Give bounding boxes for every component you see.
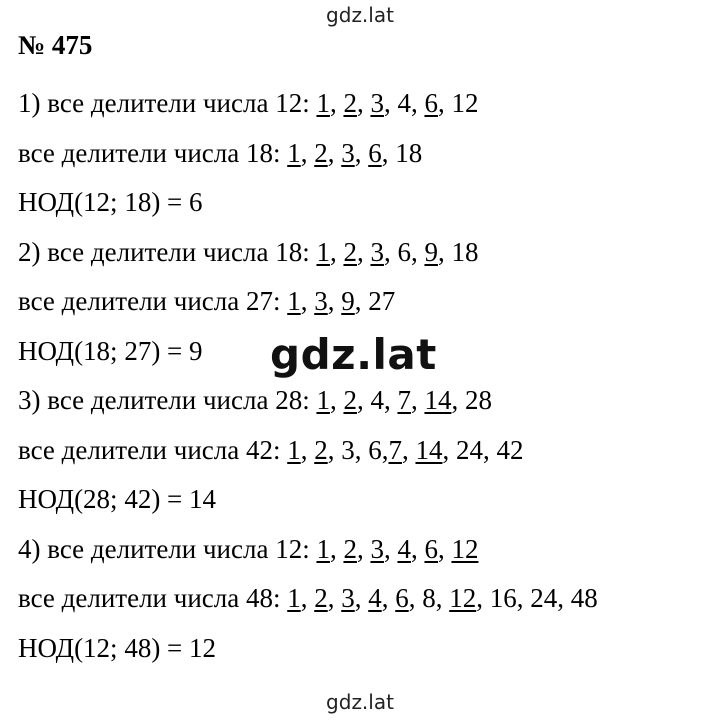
line-text: , (300, 434, 315, 465)
underlined-divisor: 1 (287, 434, 301, 465)
line-text: , (437, 533, 452, 564)
underlined-divisor: 7 (397, 385, 411, 415)
solution-line (18, 486, 216, 513)
line-text: , (300, 137, 315, 168)
line-text: , (354, 137, 369, 168)
underlined-divisor: 2 (343, 385, 357, 415)
solution-line (18, 288, 395, 315)
watermark-center: gdz.lat (270, 330, 437, 379)
line-text: , (356, 533, 371, 564)
underlined-divisor: 14 (415, 434, 443, 465)
underlined-divisor: 6 (424, 88, 438, 118)
solution-line (18, 533, 479, 564)
underlined-divisor: 12 (451, 533, 479, 564)
underlined-divisor: 9 (341, 286, 355, 316)
line-text: 2) все делители числа 18: (18, 236, 317, 267)
underlined-divisor: 7 (388, 434, 402, 465)
underlined-divisor: 2 (343, 88, 357, 118)
underlined-divisor: 3 (341, 583, 355, 613)
solution-line (18, 236, 479, 267)
underlined-divisor: 1 (287, 286, 301, 316)
line-text: , (410, 385, 425, 415)
underlined-divisor: 3 (370, 236, 384, 267)
underlined-divisor: 6 (395, 583, 409, 613)
line-text: 3) все делители числа 28: (18, 385, 317, 415)
line-text: все делители числа 42: (18, 434, 288, 465)
underlined-divisor: 4 (368, 583, 382, 613)
underlined-divisor: 1 (287, 583, 301, 613)
solution-line (18, 387, 492, 414)
line-text: , (327, 137, 342, 168)
underlined-divisor: 6 (368, 137, 382, 168)
underlined-divisor: 9 (424, 236, 438, 267)
watermark-bottom: gdz.lat (326, 690, 394, 714)
underlined-divisor: 14 (424, 385, 452, 415)
underlined-divisor: 3 (370, 533, 384, 564)
line-text: , 24, 42 (442, 434, 524, 465)
line-text: , (356, 236, 371, 267)
underlined-divisor: 1 (316, 88, 330, 118)
line-text: НОД(12; 18) = 6 (18, 187, 203, 217)
line-text: , 28 (451, 385, 492, 415)
underlined-divisor: 3 (314, 286, 328, 316)
line-text: 4) все делители числа 12: (18, 533, 317, 564)
line-text: , (327, 286, 342, 316)
underlined-divisor: 1 (316, 385, 330, 415)
line-text: НОД(12; 48) = 12 (18, 632, 217, 663)
underlined-divisor: 2 (314, 583, 328, 613)
line-text: , 3, 6, (327, 434, 389, 465)
underlined-divisor: 2 (343, 533, 357, 564)
line-text: , (354, 583, 369, 613)
line-text: 1) все делители числа 12: (18, 88, 317, 118)
line-text: все делители числа 48: (18, 583, 288, 613)
line-text: , 4, (356, 385, 398, 415)
solution-line (18, 585, 598, 612)
watermark-top: gdz.lat (326, 3, 394, 27)
line-text: все делители числа 18: (18, 137, 288, 168)
solution-line (18, 632, 217, 663)
line-text: , (329, 385, 344, 415)
line-text: , (410, 533, 425, 564)
line-text: , 18 (381, 137, 423, 168)
line-text: , (356, 88, 371, 118)
line-text: НОД(28; 42) = 14 (18, 484, 217, 514)
underlined-divisor: 6 (424, 533, 438, 564)
line-text: , (329, 88, 344, 118)
line-text: все делители числа 27: (18, 286, 288, 316)
line-text: , (300, 583, 315, 613)
line-text: , (383, 533, 398, 564)
underlined-divisor: 1 (287, 137, 301, 168)
line-text: , 8, (408, 583, 450, 613)
solution-line (18, 189, 203, 216)
solution-line (18, 137, 423, 168)
underlined-divisor: 12 (449, 583, 477, 613)
solution-line (18, 90, 478, 117)
solution-line (18, 434, 524, 465)
underlined-divisor: 2 (314, 434, 328, 465)
line-text: , (329, 236, 344, 267)
underlined-divisor: 1 (316, 533, 330, 564)
underlined-divisor: 1 (316, 236, 330, 267)
solution-line (18, 335, 203, 366)
underlined-divisor: 2 (343, 236, 357, 267)
line-text: , (300, 286, 315, 316)
line-text: , (327, 583, 342, 613)
line-text: , 16, 24, 48 (476, 583, 598, 613)
underlined-divisor: 2 (314, 137, 328, 168)
underlined-divisor: 4 (397, 533, 411, 564)
line-text: , 18 (437, 236, 479, 267)
line-text: , 27 (354, 286, 396, 316)
line-text: , (329, 533, 344, 564)
line-text: , (401, 434, 416, 465)
line-text: , 4, (383, 88, 425, 118)
line-text: , (381, 583, 396, 613)
line-text: , 6, (383, 236, 425, 267)
problem-number: № 475 (18, 30, 93, 60)
underlined-divisor: 3 (370, 88, 384, 118)
line-text: , 12 (437, 88, 479, 118)
underlined-divisor: 3 (341, 137, 355, 168)
line-text: НОД(18; 27) = 9 (18, 335, 203, 366)
